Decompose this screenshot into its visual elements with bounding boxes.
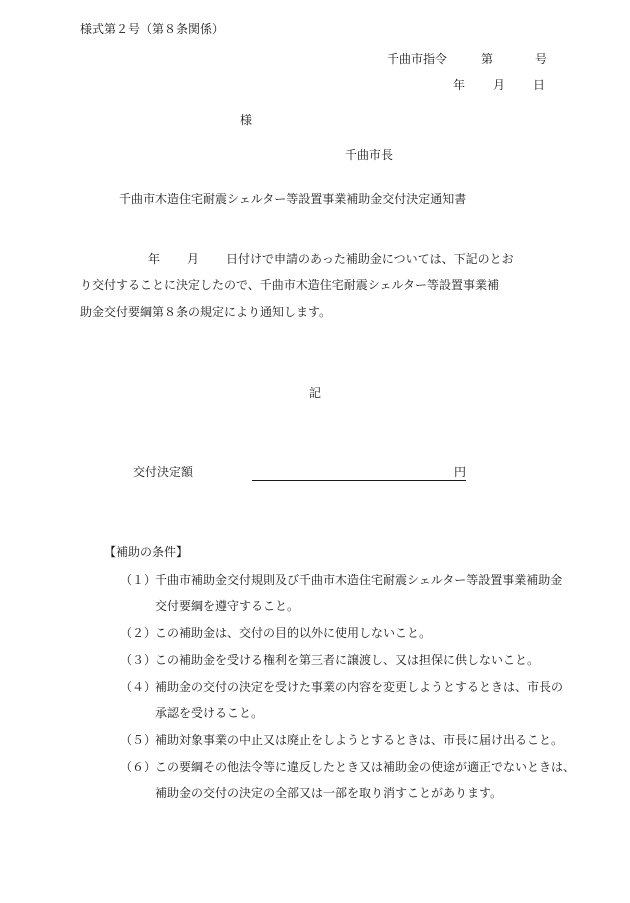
condition-6-number: （６） bbox=[120, 760, 157, 774]
amount-unit: 円 bbox=[454, 465, 467, 479]
condition-3-number: （３） bbox=[120, 653, 157, 667]
condition-5-number: （５） bbox=[120, 733, 157, 747]
body-line2: り交付することに決定したので、千曲市木造住宅耐震シェルター等設置事業補 bbox=[80, 278, 500, 292]
condition-1-line-1: 千曲市補助金交付規則及び千曲市木造住宅耐震シェルター等設置事業補助金 bbox=[155, 573, 563, 587]
condition-1-number: （１） bbox=[120, 573, 157, 587]
ki-label: 記 bbox=[309, 386, 322, 400]
amount-label: 交付決定額 bbox=[133, 465, 194, 479]
condition-1-line-2: 交付要綱を遵守すること。 bbox=[155, 599, 300, 613]
condition-6-line-1: この要綱その他法令等に違反したとき又は補助金の使途が適正でないときは、 bbox=[155, 760, 576, 774]
date-day: 日 bbox=[533, 78, 546, 92]
body-line3: 助金交付要綱第８条の規定により通知します。 bbox=[80, 305, 332, 319]
date-year: 年 bbox=[453, 78, 466, 92]
body-year: 年 bbox=[148, 252, 161, 266]
issuer-number-prefix: 千曲市指令 bbox=[387, 52, 448, 66]
addressee-suffix: 様 bbox=[240, 113, 253, 127]
condition-2-line-1: この補助金は、交付の目的以外に使用しないこと。 bbox=[155, 626, 432, 640]
condition-5-line-1: 補助対象事業の中止又は廃止をしようとするときは、市長に届け出ること。 bbox=[155, 733, 564, 747]
body-month: 月 bbox=[187, 252, 200, 266]
issuer-number-dai: 第 bbox=[481, 52, 494, 66]
condition-4-number: （４） bbox=[120, 680, 157, 694]
conditions-heading: 【補助の条件】 bbox=[104, 545, 189, 559]
body-line1: 日付けで申請のあった補助金については、下記のとお bbox=[226, 252, 514, 266]
condition-4-line-1: 補助金の交付の決定を受けた事業の内容を変更しようとするときは、市長の bbox=[155, 680, 564, 694]
issuer-number-go: 号 bbox=[535, 52, 548, 66]
amount-underline bbox=[252, 480, 466, 481]
date-month: 月 bbox=[493, 78, 506, 92]
condition-6-line-2: 補助金の交付の決定の全部又は一部を取り消すことがあります。 bbox=[155, 786, 503, 800]
sender: 千曲市長 bbox=[345, 148, 394, 162]
condition-3-line-1: この補助金を受ける権利を第三者に譲渡し、又は担保に供しないこと。 bbox=[155, 653, 540, 667]
form-label: 様式第２号（第８条関係） bbox=[80, 22, 225, 36]
condition-4-line-2: 承認を受けること。 bbox=[155, 706, 264, 720]
document-title: 千曲市木造住宅耐震シェルター等設置事業補助金交付決定通知書 bbox=[119, 192, 467, 206]
condition-2-number: （２） bbox=[120, 626, 157, 640]
